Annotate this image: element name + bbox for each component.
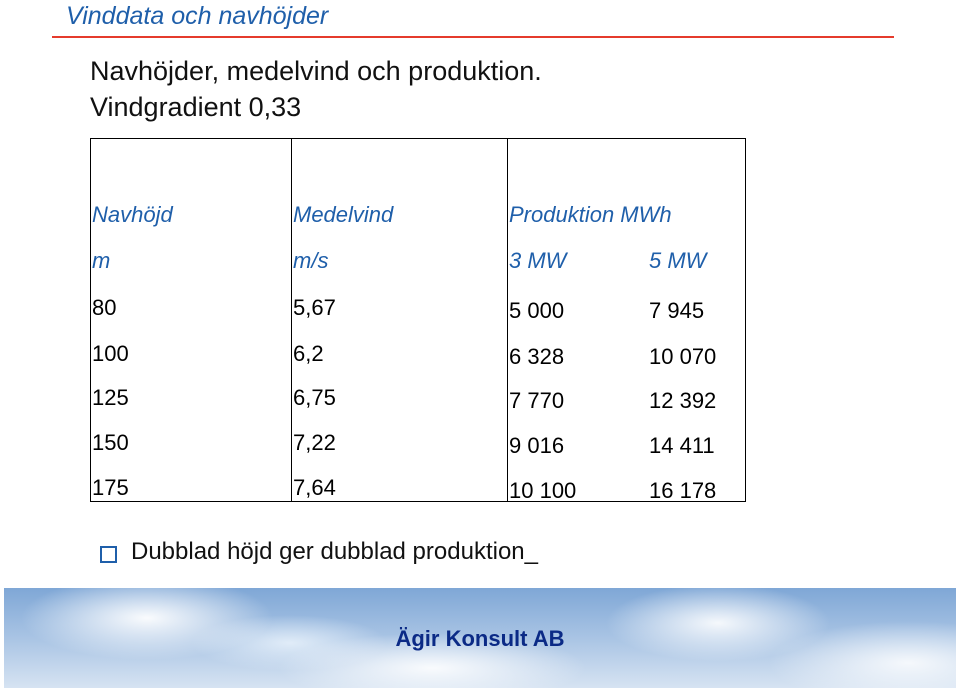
cell-r1-c1: 80 xyxy=(92,295,117,320)
cell-r4-c2: 7,22 xyxy=(293,430,336,455)
table-divider-col2 xyxy=(291,138,292,502)
cell-r1-c2: 5,67 xyxy=(293,295,336,320)
square-bullet-icon xyxy=(100,546,117,563)
slide-title: Vinddata och navhöjder xyxy=(66,2,329,30)
cell-r4-c4: 14 411 xyxy=(649,433,715,458)
unit-5mw: 5 MW xyxy=(649,248,707,273)
header-produktion: Produktion MWh xyxy=(509,202,672,227)
unit-ms: m/s xyxy=(293,248,329,273)
cell-r1-c3: 5 000 xyxy=(509,298,565,323)
subtitle-line-1: Navhöjder, medelvind och produktion. xyxy=(90,56,542,86)
table-divider-col3 xyxy=(507,138,508,502)
table-border-top xyxy=(90,138,746,139)
unit-m: m xyxy=(92,248,111,273)
header-medelvind: Medelvind xyxy=(293,202,394,227)
cell-r1-c4: 7 945 xyxy=(649,298,705,323)
unit-3mw: 3 MW xyxy=(509,248,567,273)
cell-r5-c1: 175 xyxy=(92,475,129,500)
cell-r2-c3: 6 328 xyxy=(509,344,565,369)
cell-r3-c4: 12 392 xyxy=(649,388,717,413)
table-border-right xyxy=(745,138,746,502)
company-name: Ägir Konsult AB xyxy=(395,626,565,651)
cell-r4-c3: 9 016 xyxy=(509,433,565,458)
table-border-bottom xyxy=(90,501,746,502)
cell-r2-c2: 6,2 xyxy=(293,341,324,366)
data-table xyxy=(90,138,746,502)
cell-r3-c3: 7 770 xyxy=(509,388,565,413)
table-border-left xyxy=(90,138,91,502)
cell-r5-c2: 7,64 xyxy=(293,475,336,500)
cell-r5-c3: 10 100 xyxy=(509,478,577,503)
subtitle-line-2: Vindgradient 0,33 xyxy=(90,92,302,122)
cell-r5-c4: 16 178 xyxy=(649,478,717,503)
cell-r4-c1: 150 xyxy=(92,430,129,455)
cell-r2-c1: 100 xyxy=(92,341,129,366)
cell-r2-c4: 10 070 xyxy=(649,344,717,369)
title-divider xyxy=(52,36,894,38)
bullet-text: Dubblad höjd ger dubblad produktion_ xyxy=(131,538,538,565)
sky-banner xyxy=(4,588,956,688)
cell-r3-c2: 6,75 xyxy=(293,385,336,410)
cell-r3-c1: 125 xyxy=(92,385,129,410)
header-navhojd: Navhöjd xyxy=(92,202,173,227)
